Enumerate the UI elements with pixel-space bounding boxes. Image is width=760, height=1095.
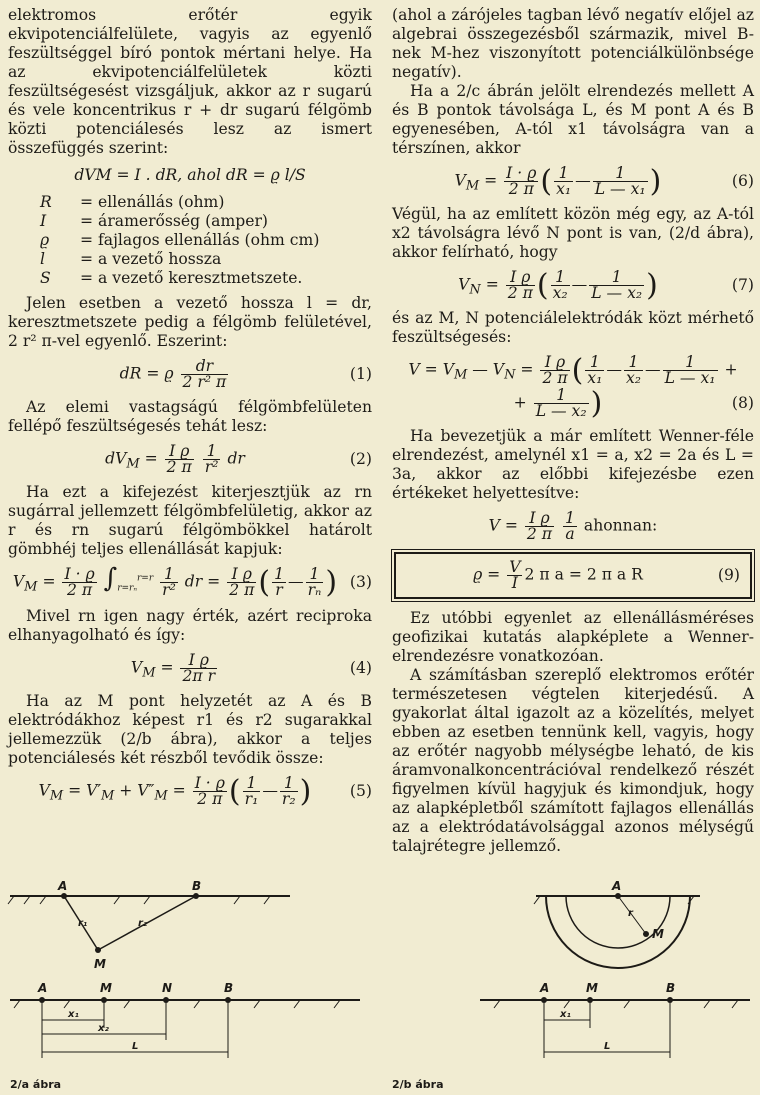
label-r1: r₁	[78, 918, 88, 929]
equation-7: $V_N$ = $\frac{\text{I ϱ}}{2 \pi}$ ( $\frac{1}{\text{x₂}}$ — $\frac{1}{\text{L — x₂}}$ ) (7)	[458, 268, 754, 303]
label-x1: x₁	[68, 1009, 79, 1020]
equation-1: dR = ϱ $\frac{dr}{\text{2 r² π}}$ (1)	[119, 357, 372, 391]
equation-2: $dV_M$ = $\frac{\text{I ϱ}}{2 \pi}$ $\frac{1}{\text{r²}}$ dr (2)	[105, 442, 372, 476]
left-paragraph-2: Jelen esetben a vezető hossza l = dr, keresztmetszete pedig a félgömb felületével, 2 r² π-vel egyenlő. Eszerint:	[8, 294, 372, 350]
equation-3: $V_M$ = $\frac{I \cdot ϱ}{2 \pi}$ $\int_{r=r_n}^{r=r}$ $\frac{1}{\text{r²}}$ dr = $\frac{\text{I ϱ}}{2 \pi}$ ( $\frac{1}{r}$ — $\frac{1}{\text{rₙ}}$ ) (3)	[12, 563, 372, 600]
right-paragraph-5: Ha bevezetjük a már említett Wenner-féle elrendezést, amelynél x1 = a, x2 = 2a és L = 3a, akkor az előbbi kifejezésbe ezen értékeket helyettesítve:	[392, 427, 754, 502]
caption-2b: 2/b ábra	[392, 1078, 444, 1091]
left-paragraph-3: Az elemi vastagságú félgömbfelületen fellépő feszültségesés tehát lesz:	[8, 398, 372, 435]
label-A: A	[38, 981, 48, 995]
right-paragraph-3: Végül, ha az említett közön még egy, az A-tól x2 távolságra lévő N pont is van, (2/d ábra), akkor felírható, hogy	[392, 205, 754, 261]
equation-0-body: dVM = I . dR, ahol dR = ϱ l/S	[74, 166, 306, 184]
equation-8a: $V = V_M$ — $V_N$ = $\frac{\text{I ϱ}}{2 \pi}$ ( $\frac{1}{\text{x₁}}$ — $\frac{1}{\text{x₂}}$ — $\frac{1}{\text{L — x₁}}$ +	[408, 353, 738, 388]
left-paragraph-4: Ha ezt a kifejezést kiterjesztjük az rn sugárral jellemzett félgömbfelületig, akkor az r és rn sugarú félgömbökkel határolt gömbhéj teljes ellenállását kapjuk:	[8, 483, 372, 558]
equation-number: (6)	[731, 172, 754, 190]
definition-row: ϱ = fajlagos ellenállás (ohm cm)	[40, 231, 320, 249]
equation-number: (3)	[349, 573, 372, 592]
label-M: M	[652, 927, 664, 941]
left-column	[8, 6, 372, 815]
label-N: N	[162, 981, 173, 995]
label-r: r	[628, 908, 633, 919]
equation-number: (2)	[349, 450, 372, 468]
definition-row: S = a vezető keresztmetszete.	[40, 269, 303, 287]
label-M: M	[94, 957, 106, 971]
boxed-equation-9: ϱ = $\frac{V}{I}$ 2 π a = 2 π a R (9)	[394, 552, 752, 599]
label-x1: x₁	[560, 1009, 571, 1020]
label-L: L	[604, 1041, 611, 1052]
definition-row: l = a vezető hossza	[40, 250, 222, 268]
label-M: M	[100, 981, 112, 995]
equation-number: (7)	[731, 276, 754, 294]
equation-number: (1)	[349, 365, 372, 383]
right-paragraph-6: Ez utóbbi egyenlet az ellenállásméréses geofizikai kutatás alapképlete a Wenner-elrendezésre vonatkozóan.	[392, 609, 754, 665]
right-paragraph-2: Ha a 2/c ábrán jelölt elrendezés mellett A és B pontok távolsága L, és M pont A és B egyenesében, A-tól x1 távolságra van a térszínen, akkor	[392, 82, 754, 157]
label-B: B	[192, 879, 202, 893]
equation-number: (8)	[731, 394, 754, 412]
definition-row: R = ellenállás (ohm)	[40, 193, 225, 211]
equation-8b: + $\frac{1}{\text{L — x₂}}$ ) (8)	[513, 386, 754, 421]
left-paragraph-1: elektromos erőtér egyik ekvipotenciálfelülete, vagyis az egyenlő feszültséggel bíró pontok mértani helye. Ha az ekvipotenciálfelületek közti feszültségesést vizsgáljuk, akkor az r sugarú és vele koncentrikus r + dr sugarú félgömb közti potenciálesés lesz az ismert összefüggés szerint:	[8, 6, 372, 157]
label-x2: x₂	[98, 1023, 109, 1034]
definitions-list	[40, 193, 372, 288]
equation-number: (4)	[349, 658, 372, 677]
equation-0	[8, 166, 372, 185]
equation-5: $V_M = V'_M + V''_M$ = $\frac{I \cdot ϱ}{2 \pi}$ ( $\frac{1}{\text{r₁}}$ — $\frac{1}{\text{r₂}}$ ) (5)	[38, 773, 372, 809]
left-paragraph-6: Ha az M pont helyzetét az A és B elektródákhoz képest r1 és r2 sugarakkal jellemezzük (2/b ábra), akkor a teljes potenciálesés két részből tevődik össze:	[8, 691, 372, 767]
left-paragraph-5: Mivel rn igen nagy érték, azért reciproka elhanyagolható és így:	[8, 606, 372, 644]
label-r2: r₂	[138, 918, 148, 929]
right-column	[392, 6, 754, 856]
right-paragraph-1: (ahol a zárójeles tagban lévő negatív előjel az algebrai összegezésből származik, mivel B-nek M-hez viszonyított potenciálkülönbsége negatív).	[392, 6, 754, 81]
figure-2b	[480, 878, 755, 1078]
right-paragraph-7: A számításban szereplő elektromos erőtér természetesen végtelen kiterjedésű. A gyakorlat által igazolt az a közelítés, melyet ebben az esetben tennünk kell, vagyis, hogy az erőtér nagyobb mélységbe leható, de kis áramvonalkoncentrációval rendelkező részét figyelmen kívül hagyjuk és kimondjuk, hogy az alapképletből számított fajlagos ellenállás az a elektródatávolsággal azonos mélységű talajrétegre jellemző.	[392, 666, 754, 855]
label-B: B	[666, 981, 676, 995]
label-L: L	[132, 1041, 139, 1052]
definition-row: I = áramerősség (amper)	[40, 212, 269, 230]
label-M: M	[586, 981, 598, 995]
label-A: A	[612, 879, 622, 893]
equation-wenner: V = $\frac{\text{I ϱ}}{2 \pi}$ $\frac{1}{a}$ ahonnan:	[488, 509, 658, 543]
caption-2a: 2/a ábra	[10, 1078, 62, 1091]
equation-6: $V_M$ = $\frac{I \cdot ϱ}{2 \pi}$ ( $\frac{1}{\text{x₁}}$ — $\frac{1}{\text{L — x₁}}$ ) (6)	[454, 164, 754, 199]
equation-number: (5)	[349, 781, 372, 800]
label-A: A	[58, 879, 68, 893]
equation-number: (9)	[717, 566, 740, 584]
equation-4: $V_M$ = $\frac{\text{I ϱ}}{\text{2π r}}$ (4)	[130, 650, 372, 685]
label-B: B	[224, 981, 234, 995]
figure-2a	[0, 878, 370, 1078]
right-paragraph-4: és az M, N potenciálelektródák közt mérhető feszültségesés:	[392, 309, 754, 346]
label-A: A	[540, 981, 550, 995]
